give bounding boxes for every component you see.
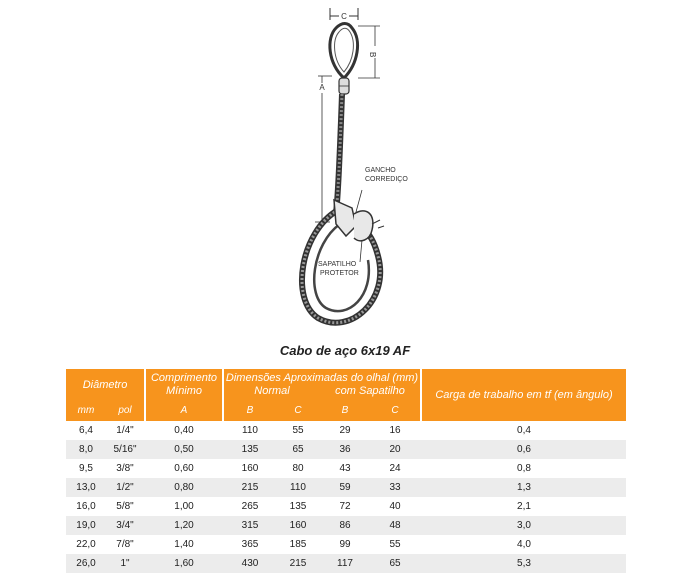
- cell-c-normal: 135: [289, 501, 307, 512]
- header-normal: Normal: [254, 385, 290, 397]
- dimension-a-label: A: [319, 83, 325, 92]
- cell-c-sapatilho: 20: [389, 444, 401, 455]
- cell-c-sapatilho: 48: [389, 520, 401, 531]
- cell-carga: 1,3: [517, 482, 531, 493]
- cell-comprimento-a: 1,00: [174, 501, 194, 512]
- sapatilho-label-line1: SAPATILHO: [318, 261, 357, 268]
- cell-mm: 8,0: [79, 444, 93, 455]
- cell-comprimento-a: 0,80: [174, 482, 194, 493]
- cell-b-normal: 365: [241, 539, 259, 550]
- header-carga: [422, 369, 626, 421]
- cell-pol: 3/8": [116, 463, 134, 474]
- header-comprimento-a: A: [180, 405, 188, 416]
- cell-c-normal: 160: [289, 520, 307, 531]
- cell-mm: 9,5: [79, 463, 93, 474]
- cell-c-sapatilho: 33: [389, 482, 401, 493]
- header-c-normal: C: [294, 405, 302, 416]
- table-row: [66, 478, 626, 497]
- cell-carga: 0,6: [517, 444, 531, 455]
- cell-c-sapatilho: 16: [389, 425, 401, 436]
- cell-comprimento-a: 0,40: [174, 425, 194, 436]
- header-pol: pol: [118, 405, 132, 416]
- cell-b-normal: 160: [241, 463, 259, 474]
- cell-pol: 1/2": [116, 482, 134, 493]
- cell-carga: 0,4: [517, 425, 531, 436]
- data-table-body: [66, 421, 626, 573]
- header-carga-label: Carga de trabalho em tf (em ângulo): [435, 389, 613, 401]
- gancho-label-line1: GANCHO: [365, 167, 396, 174]
- header-c-sapatilho: C: [391, 405, 399, 416]
- cell-mm: 6,4: [79, 425, 93, 436]
- cell-pol: 5/16": [113, 444, 137, 455]
- cell-b-normal: 135: [241, 444, 259, 455]
- header-com-sapatilho: com Sapatilho: [335, 385, 405, 397]
- cell-b-normal: 430: [241, 558, 259, 569]
- cell-carga: 0,8: [517, 463, 531, 474]
- header-comprimento-line2: Mínimo: [165, 385, 203, 397]
- dimension-b-label: B: [368, 52, 377, 58]
- cell-c-sapatilho: 65: [389, 558, 401, 569]
- header-b-normal: B: [246, 405, 254, 416]
- cell-b-normal: 265: [241, 501, 259, 512]
- cell-mm: 13,0: [76, 482, 96, 493]
- cell-comprimento-a: 1,20: [174, 520, 194, 531]
- cell-pol: 1/4": [116, 425, 134, 436]
- cell-c-sapatilho: 40: [389, 501, 401, 512]
- cell-b-sapatilho: 29: [339, 425, 351, 436]
- table-row: [66, 440, 626, 459]
- cell-mm: 22,0: [76, 539, 96, 550]
- header-comprimento-line1: Comprimento: [150, 372, 218, 384]
- cell-comprimento-a: 1,60: [174, 558, 194, 569]
- table-row: [66, 516, 626, 535]
- cell-carga: 4,0: [517, 539, 531, 550]
- cell-pol: 5/8": [116, 501, 134, 512]
- cell-b-sapatilho: 72: [339, 501, 351, 512]
- header-diametro-label: Diâmetro: [82, 379, 128, 391]
- cell-b-normal: 110: [242, 425, 258, 436]
- cell-c-sapatilho: 55: [389, 539, 401, 550]
- cell-pol: 7/8": [116, 539, 134, 550]
- header-dimensoes-label: Dimensões Aproximadas do olhal (mm): [225, 372, 419, 384]
- cell-pol: 3/4": [116, 520, 134, 531]
- cell-c-normal: 110: [290, 482, 306, 493]
- cell-mm: 19,0: [76, 520, 96, 531]
- cell-comprimento-a: 1,40: [174, 539, 194, 550]
- cell-c-normal: 185: [289, 539, 307, 550]
- cell-comprimento-a: 0,50: [174, 444, 194, 455]
- cell-b-sapatilho: 59: [339, 482, 351, 493]
- cell-b-normal: 215: [241, 482, 259, 493]
- cell-b-sapatilho: 99: [339, 539, 351, 550]
- cell-carga: 2,1: [517, 501, 531, 512]
- cell-b-sapatilho: 86: [339, 520, 351, 531]
- cell-b-sapatilho: 43: [339, 463, 351, 474]
- page-title: Cabo de aço 6x19 AF: [279, 343, 411, 358]
- header-comprimento: [146, 369, 222, 421]
- dimension-c-label: C: [341, 12, 347, 21]
- table-row: [66, 554, 626, 573]
- header-mm: mm: [77, 405, 95, 416]
- table-row: [66, 421, 626, 440]
- cell-mm: 26,0: [76, 558, 96, 569]
- cell-pol: 1": [120, 558, 130, 569]
- cell-carga: 5,3: [517, 558, 531, 569]
- cell-c-normal: 80: [292, 463, 304, 474]
- sapatilho-label-line2: PROTETOR: [320, 270, 359, 277]
- cell-b-normal: 315: [241, 520, 259, 531]
- cell-c-normal: 215: [289, 558, 307, 569]
- cell-mm: 16,0: [76, 501, 96, 512]
- gancho-label-line2: CORREDIÇO: [365, 176, 408, 183]
- table-row: [66, 497, 626, 516]
- cell-carga: 3,0: [517, 520, 531, 531]
- header-diametro: [66, 369, 144, 421]
- header-b-sapatilho: B: [341, 405, 349, 416]
- table-row: [66, 459, 626, 478]
- cell-comprimento-a: 0,60: [174, 463, 194, 474]
- table-row: [66, 535, 626, 554]
- cell-c-sapatilho: 24: [389, 463, 401, 474]
- cell-c-normal: 55: [292, 425, 304, 436]
- header-dimensoes: [224, 369, 420, 421]
- cell-b-sapatilho: 36: [339, 444, 351, 455]
- cell-c-normal: 65: [292, 444, 304, 455]
- cell-b-sapatilho: 117: [337, 558, 353, 569]
